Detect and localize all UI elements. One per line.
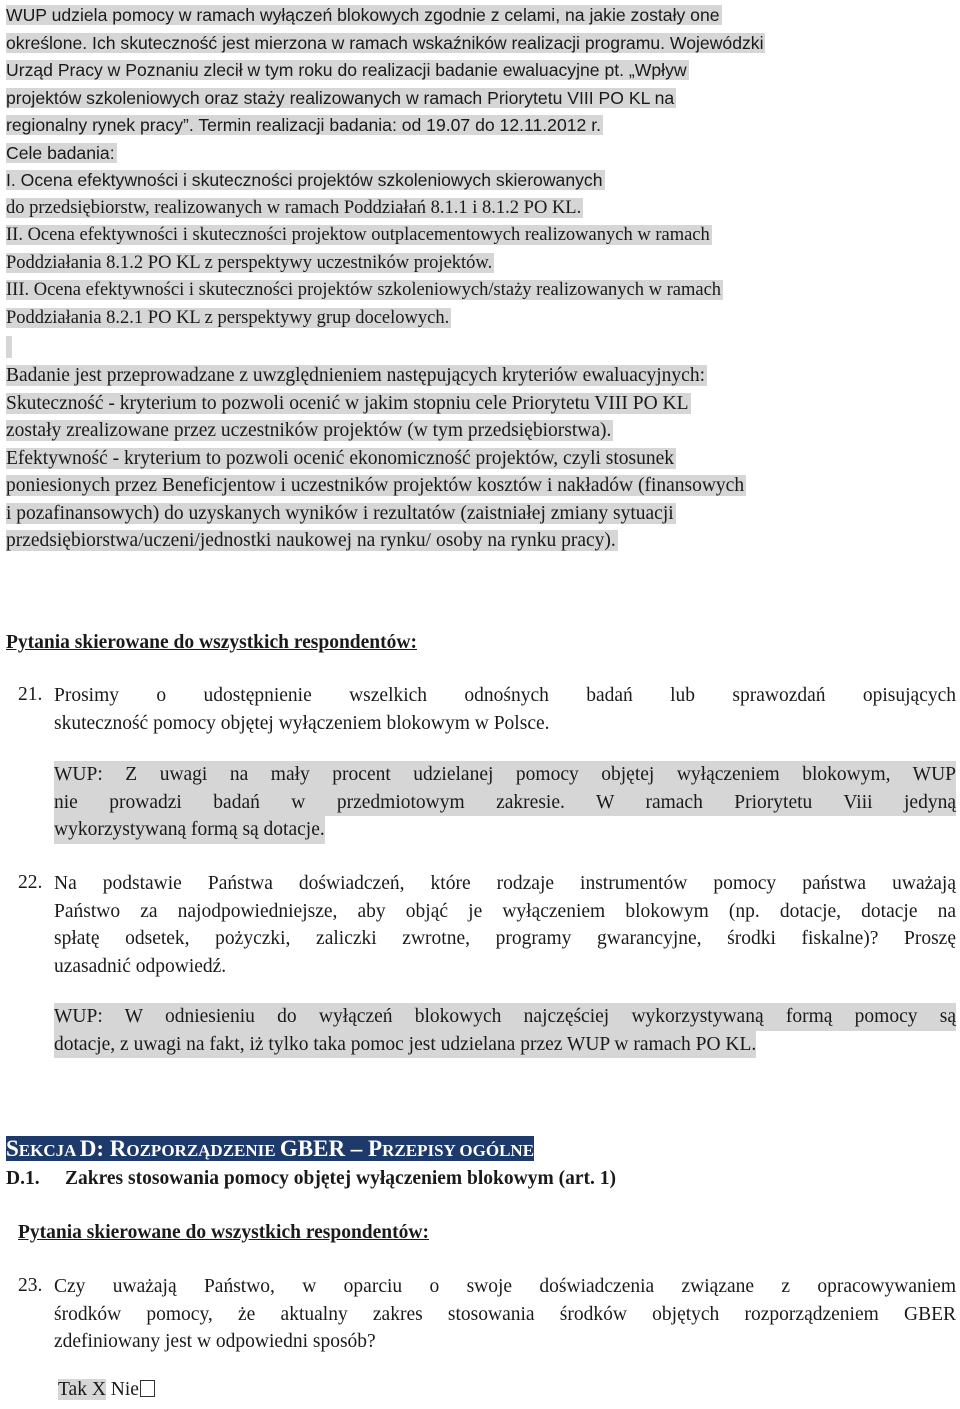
intro-line: Poddziałania 8.2.1 PO KL z perspektywy grup docelowych. <box>6 307 450 328</box>
subsection-number: D.1. <box>6 1168 40 1189</box>
checkbox-icon[interactable] <box>140 1380 155 1397</box>
intro-line: określone. Ich skuteczność jest mierzona w ramach wskaźników realizacji programu. Wojewódzki <box>6 32 764 53</box>
answer-22: WUP: W odniesieniu do wyłączeń blokowych najczęściej wykorzystywaną formą pomocy są dotacje, z uwagi na fakt, iż tylko taka pomoc jest udzielana przez WUP w ramach PO KL. <box>54 1003 956 1058</box>
option-nie[interactable]: Nie <box>111 1379 155 1400</box>
intro-line: projektów szkoleniowych oraz staży realizowanych w ramach Priorytetu VIII PO KL na <box>6 87 675 108</box>
intro-line: Poddziałania 8.1.2 PO KL z perspektywy uczestników projektów. <box>6 252 493 273</box>
intro-line: III. Ocena efektywności i skuteczności projektów szkoleniowych/staży realizowanych w ramach <box>6 280 722 300</box>
option-tak[interactable]: Tak X <box>58 1379 106 1400</box>
criteria-line: Efektywność - kryterium to pozwoli ocenić ekonomiczność projektów, czyli stosunek <box>6 447 675 469</box>
intro-line: WUP udziela pomocy w ramach wyłączeń blokowych zgodnie z celami, na jakie zostały one <box>6 5 720 25</box>
criteria-line: Skuteczność - kryterium to pozwoli ocenić w jakim stopniu cele Priorytetu VIII PO KL <box>6 392 689 414</box>
intro-line: II. Ocena efektywności i skuteczności projektow outplacementowych realizowanych w ramach <box>6 225 710 245</box>
questions-header: Pytania skierowane do wszystkich respondentów: <box>18 1222 429 1243</box>
criteria-line: i pozafinansowych) do uzyskanych wyników i rezultatów (zaistniałej zmiany sytuacji <box>6 502 674 524</box>
criteria-block <box>6 362 746 555</box>
intro-line: Urząd Pracy w Poznaniu zlecił w tym roku do realizacji badanie ewaluacyjne pt. „Wpływ <box>6 60 687 80</box>
answer-21: WUP: Z uwagi na mały procent udzielanej pomocy objętej wyłączeniem blokowym, WUP nie prowadzi badań w przedmiotowym zakresie. W ramach Priorytetu Viii jedyną wykorzystywaną formą są dotacje. <box>54 761 956 844</box>
question-number: 21. <box>18 684 43 705</box>
criteria-line: zostały zrealizowane przez uczestników projektów (w tym przedsiębiorstwa). <box>6 420 612 441</box>
criteria-line: poniesionych przez Beneficjentow i uczestników projektów kosztów i nakładów (finansowych <box>6 475 745 496</box>
question-number: 22. <box>18 872 43 893</box>
intro-line: do przedsiębiorstw, realizowanych w ramach Poddziałań 8.1.1 i 8.1.2 PO KL. <box>6 197 582 218</box>
question-23-text: Czy uważają Państwo, w oparciu o swoje doświadczenia związane z opracowywaniem środków pomocy, że aktualny zakres stosowania środków objętych rozporządzeniem GBER zdefiniowany jest w odpowiedni sposób? <box>54 1276 956 1352</box>
questions-header: Pytania skierowane do wszystkich respondentów: <box>6 632 417 653</box>
section-title: SEKCJA D: ROZPORZĄDZENIE GBER – PRZEPISY OGÓLNE <box>6 1136 535 1161</box>
intro-line: regionalny rynek pracy”. Termin realizacji badania: od 19.07 do 12.11.2012 r. <box>6 115 601 135</box>
subsection-title: Zakres stosowania pomocy objętej wyłączeniem blokowym (art. 1) <box>65 1168 616 1189</box>
criteria-line: Badanie jest przeprowadzane z uwzględnieniem następujących kryteriów ewaluacyjnych: <box>6 365 705 386</box>
answer-options <box>58 1379 155 1401</box>
question-22-text: Na podstawie Państwa doświadczeń, które rodzaje instrumentów pomocy państwa uważają Państwo za najodpowiedniejsze, aby objąć je wyłączeniem blokowym (np. dotacje, dotacje na spłatę odsetek, pożyczki, zaliczki zwrotne, programy gwarancyjne, środki fiskalne)? Proszę uzasadnić odpowiedź. <box>54 873 956 977</box>
intro-line: I. Ocena efektywności i skuteczności projektów szkoleniowych skierowanych <box>6 170 603 190</box>
intro-block <box>6 2 765 332</box>
question-number: 23. <box>18 1275 43 1296</box>
empty-highlight-marker <box>6 336 12 358</box>
question-21-text: Prosimy o udostępnienie wszelkich odnośnych badań lub sprawozdań opisujących skuteczność pomocy objętej wyłączeniem blokowym w Polsce. <box>54 685 956 734</box>
intro-line: Cele badania: <box>6 142 115 163</box>
criteria-line: przedsiębiorstwa/uczeni/jednostki naukowej na rynku/ osoby na rynku pracy). <box>6 530 616 551</box>
